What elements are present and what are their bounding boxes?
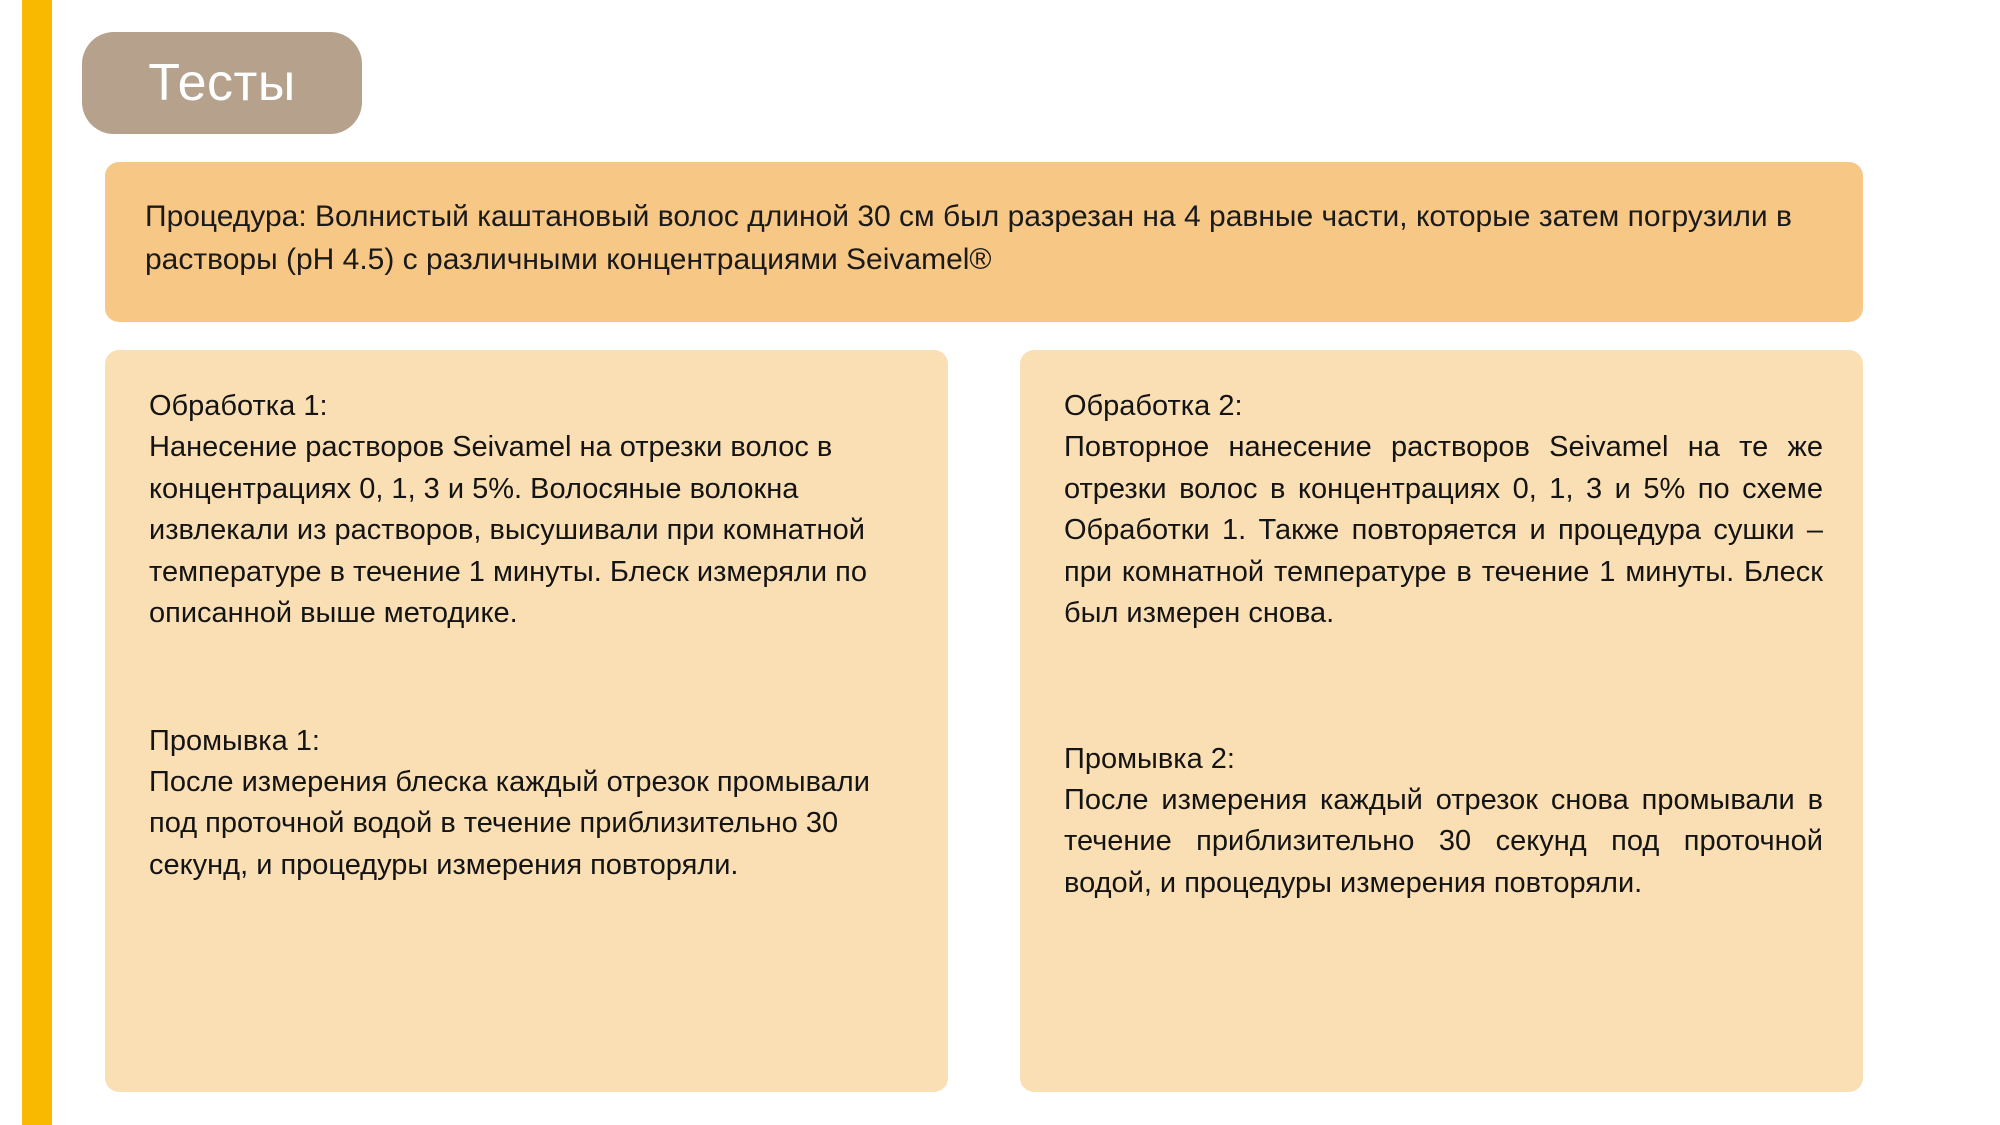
rinse-1-heading: Промывка 1:: [149, 724, 320, 757]
procedure-banner: [105, 162, 1863, 322]
treatment-2-heading: Обработка 2:: [1064, 390, 1243, 422]
slide-title-pill: [82, 32, 362, 134]
page-title: Тесты: [148, 54, 296, 112]
rinse-2-heading: Промывка 2:: [1064, 742, 1235, 775]
procedure-text: Процедура: Волнистый каштановый волос длиной 30 см был разрезан на 4 равные части, которые затем погрузили в растворы (pH 4.5) с различными концентрациями Seivamel®: [145, 200, 1792, 276]
treatment-1-heading: Обработка 1:: [149, 390, 328, 422]
card-2-spacer: [1064, 635, 1823, 739]
card-1-spacer: [149, 635, 908, 721]
left-accent-bar: [22, 0, 52, 1125]
rinse-2-body: После измерения каждый отрезок снова промывали в течение приблизительно 30 секунд под проточной водой, и процедуры измерения повторяли.: [1064, 783, 1823, 899]
treatment-2-body: Повторное нанесение растворов Seivamel на те же отрезки волос в концентрациях 0, 1, 3 и 5% по схеме Обработки 1. Также повторяется и процедура сушки – при комнатной температуре в течение 1 минуты. Блеск был измерен снова.: [1064, 431, 1823, 630]
treatment-card-2: [1020, 350, 1863, 1092]
rinse-1-body: После измерения блеска каждый отрезок промывали под проточной водой в течение приблизительно 30 секунд, и процедуры измерения повторяли.: [149, 765, 870, 881]
treatment-cards-row: [105, 350, 1863, 1092]
treatment-card-1: [105, 350, 948, 1092]
treatment-1-body: Нанесение растворов Seivamel на отрезки волос в концентрациях 0, 1, 3 и 5%. Волосяные волокна извлекали из растворов, высушивали при комнатной температуре в течение 1 минуты. Блеск измеряли по описанной выше методике.: [149, 431, 867, 630]
